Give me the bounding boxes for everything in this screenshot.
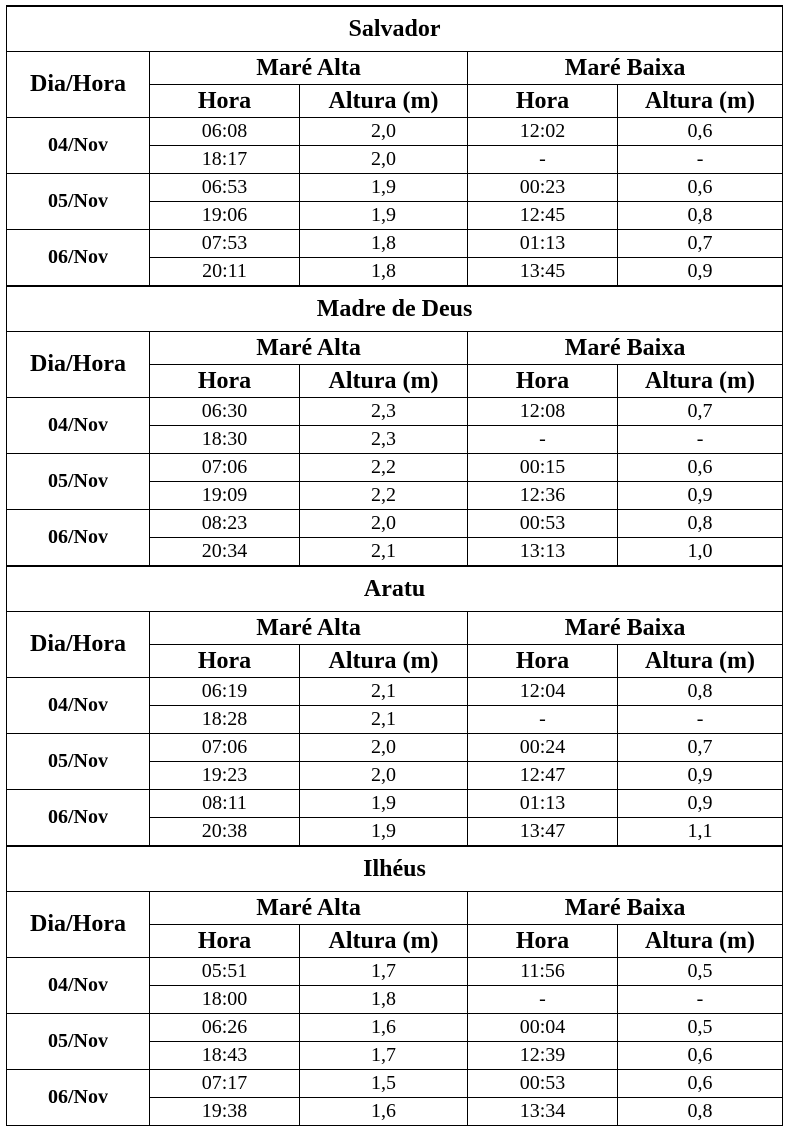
low-tide-hour-cell: 00:53 <box>468 510 618 538</box>
high-tide-height-cell: 2,0 <box>300 762 468 790</box>
high-tide-hour-cell: 20:11 <box>150 258 300 286</box>
low-tide-hour-cell: 13:13 <box>468 538 618 566</box>
high-tide-hour-cell: 19:23 <box>150 762 300 790</box>
date-cell: 06/Nov <box>7 230 150 286</box>
low-height-header: Altura (m) <box>618 85 783 118</box>
high-tide-hour-cell: 20:38 <box>150 818 300 846</box>
low-tide-hour-cell: 12:45 <box>468 202 618 230</box>
low-tide-height-cell: 0,8 <box>618 678 783 706</box>
high-tide-height-cell: 1,6 <box>300 1014 468 1042</box>
low-tide-header: Maré Baixa <box>468 52 783 85</box>
high-tide-height-cell: 1,9 <box>300 202 468 230</box>
date-cell: 06/Nov <box>7 510 150 566</box>
low-tide-hour-cell: 13:45 <box>468 258 618 286</box>
low-tide-height-cell: - <box>618 986 783 1014</box>
high-height-header: Altura (m) <box>300 925 468 958</box>
high-tide-height-cell: 1,8 <box>300 258 468 286</box>
high-hour-header: Hora <box>150 925 300 958</box>
low-tide-hour-cell: 01:13 <box>468 790 618 818</box>
low-tide-height-cell: 0,6 <box>618 1042 783 1070</box>
low-tide-hour-cell: 00:04 <box>468 1014 618 1042</box>
tide-tables <box>6 5 782 1126</box>
high-tide-height-cell: 1,7 <box>300 1042 468 1070</box>
high-tide-hour-cell: 06:08 <box>150 118 300 146</box>
high-tide-hour-cell: 07:06 <box>150 454 300 482</box>
table-row <box>7 790 783 818</box>
high-tide-hour-cell: 19:06 <box>150 202 300 230</box>
low-tide-height-cell: 0,9 <box>618 762 783 790</box>
low-tide-hour-cell: 11:56 <box>468 958 618 986</box>
date-cell: 06/Nov <box>7 790 150 846</box>
day-hour-header: Dia/Hora <box>7 52 150 118</box>
high-tide-height-cell: 1,9 <box>300 818 468 846</box>
group-header-row <box>7 892 783 925</box>
high-tide-height-cell: 1,6 <box>300 1098 468 1126</box>
low-tide-height-cell: 0,8 <box>618 202 783 230</box>
high-height-header: Altura (m) <box>300 645 468 678</box>
high-tide-height-cell: 1,9 <box>300 174 468 202</box>
date-cell: 04/Nov <box>7 678 150 734</box>
high-tide-hour-cell: 18:17 <box>150 146 300 174</box>
low-tide-hour-cell: 12:39 <box>468 1042 618 1070</box>
table-row <box>7 734 783 762</box>
location-title: Ilhéus <box>7 847 783 892</box>
high-tide-hour-cell: 07:53 <box>150 230 300 258</box>
high-tide-hour-cell: 06:53 <box>150 174 300 202</box>
low-hour-header: Hora <box>468 645 618 678</box>
group-header-row <box>7 52 783 85</box>
high-tide-hour-cell: 06:26 <box>150 1014 300 1042</box>
location-title: Salvador <box>7 6 783 52</box>
low-height-header: Altura (m) <box>618 925 783 958</box>
low-tide-header: Maré Baixa <box>468 332 783 365</box>
date-cell: 05/Nov <box>7 174 150 230</box>
table-row <box>7 454 783 482</box>
table-row <box>7 678 783 706</box>
low-tide-height-cell: - <box>618 146 783 174</box>
high-tide-height-cell: 2,3 <box>300 426 468 454</box>
low-tide-hour-cell: 00:53 <box>468 1070 618 1098</box>
low-tide-hour-cell: 00:23 <box>468 174 618 202</box>
high-tide-hour-cell: 08:11 <box>150 790 300 818</box>
low-tide-height-cell: 0,7 <box>618 398 783 426</box>
high-tide-hour-cell: 18:30 <box>150 426 300 454</box>
day-hour-header: Dia/Hora <box>7 332 150 398</box>
low-tide-height-cell: 0,6 <box>618 1070 783 1098</box>
high-hour-header: Hora <box>150 365 300 398</box>
high-tide-height-cell: 1,8 <box>300 986 468 1014</box>
low-tide-header: Maré Baixa <box>468 892 783 925</box>
high-tide-height-cell: 1,7 <box>300 958 468 986</box>
high-hour-header: Hora <box>150 85 300 118</box>
high-tide-height-cell: 2,2 <box>300 454 468 482</box>
high-tide-header: Maré Alta <box>150 52 468 85</box>
high-tide-height-cell: 2,1 <box>300 678 468 706</box>
low-tide-height-cell: 0,8 <box>618 510 783 538</box>
high-hour-header: Hora <box>150 645 300 678</box>
high-tide-hour-cell: 06:19 <box>150 678 300 706</box>
low-height-header: Altura (m) <box>618 645 783 678</box>
high-tide-hour-cell: 19:38 <box>150 1098 300 1126</box>
table-row <box>7 958 783 986</box>
high-tide-height-cell: 2,3 <box>300 398 468 426</box>
date-cell: 05/Nov <box>7 1014 150 1070</box>
date-cell: 04/Nov <box>7 398 150 454</box>
high-tide-hour-cell: 18:00 <box>150 986 300 1014</box>
low-tide-hour-cell: 12:02 <box>468 118 618 146</box>
low-tide-hour-cell: - <box>468 146 618 174</box>
location-row <box>7 567 783 612</box>
tide-table-aratu <box>6 566 783 846</box>
group-header-row <box>7 332 783 365</box>
group-header-row <box>7 612 783 645</box>
day-hour-header: Dia/Hora <box>7 612 150 678</box>
low-tide-height-cell: - <box>618 426 783 454</box>
date-cell: 05/Nov <box>7 734 150 790</box>
high-tide-header: Maré Alta <box>150 612 468 645</box>
high-tide-hour-cell: 05:51 <box>150 958 300 986</box>
low-tide-height-cell: 0,5 <box>618 958 783 986</box>
low-tide-hour-cell: 12:47 <box>468 762 618 790</box>
low-tide-hour-cell: 00:24 <box>468 734 618 762</box>
low-tide-height-cell: 0,5 <box>618 1014 783 1042</box>
low-hour-header: Hora <box>468 85 618 118</box>
table-row <box>7 1070 783 1098</box>
high-tide-header: Maré Alta <box>150 332 468 365</box>
date-cell: 05/Nov <box>7 454 150 510</box>
high-height-header: Altura (m) <box>300 85 468 118</box>
low-tide-height-cell: 0,9 <box>618 482 783 510</box>
low-tide-height-cell: 0,9 <box>618 790 783 818</box>
tide-table-salvador <box>6 5 783 286</box>
low-tide-height-cell: 0,7 <box>618 734 783 762</box>
table-row <box>7 510 783 538</box>
high-tide-height-cell: 1,5 <box>300 1070 468 1098</box>
tide-table-madre-de-deus <box>6 286 783 566</box>
location-row <box>7 847 783 892</box>
high-tide-hour-cell: 18:43 <box>150 1042 300 1070</box>
low-tide-height-cell: 0,8 <box>618 1098 783 1126</box>
high-tide-hour-cell: 18:28 <box>150 706 300 734</box>
low-tide-height-cell: 0,6 <box>618 454 783 482</box>
high-tide-hour-cell: 20:34 <box>150 538 300 566</box>
table-row <box>7 118 783 146</box>
high-tide-height-cell: 2,0 <box>300 118 468 146</box>
date-cell: 06/Nov <box>7 1070 150 1126</box>
high-tide-height-cell: 2,2 <box>300 482 468 510</box>
low-tide-hour-cell: 01:13 <box>468 230 618 258</box>
high-tide-hour-cell: 08:23 <box>150 510 300 538</box>
high-tide-height-cell: 1,8 <box>300 230 468 258</box>
low-tide-hour-cell: - <box>468 426 618 454</box>
date-cell: 04/Nov <box>7 118 150 174</box>
low-tide-height-cell: 1,1 <box>618 818 783 846</box>
table-row <box>7 174 783 202</box>
date-cell: 04/Nov <box>7 958 150 1014</box>
location-title: Aratu <box>7 567 783 612</box>
table-row <box>7 1014 783 1042</box>
high-tide-height-cell: 2,0 <box>300 510 468 538</box>
location-row <box>7 6 783 52</box>
low-tide-height-cell: 0,9 <box>618 258 783 286</box>
high-height-header: Altura (m) <box>300 365 468 398</box>
tide-table-ilheus <box>6 846 783 1126</box>
low-tide-hour-cell: 12:36 <box>468 482 618 510</box>
high-tide-hour-cell: 07:06 <box>150 734 300 762</box>
low-tide-height-cell: 0,6 <box>618 118 783 146</box>
low-hour-header: Hora <box>468 925 618 958</box>
table-row <box>7 230 783 258</box>
low-tide-hour-cell: 12:04 <box>468 678 618 706</box>
day-hour-header: Dia/Hora <box>7 892 150 958</box>
low-tide-height-cell: 0,6 <box>618 174 783 202</box>
high-tide-hour-cell: 06:30 <box>150 398 300 426</box>
high-tide-hour-cell: 19:09 <box>150 482 300 510</box>
low-tide-hour-cell: 13:34 <box>468 1098 618 1126</box>
high-tide-height-cell: 2,1 <box>300 538 468 566</box>
low-tide-hour-cell: 13:47 <box>468 818 618 846</box>
low-tide-height-cell: - <box>618 706 783 734</box>
location-title: Madre de Deus <box>7 287 783 332</box>
low-tide-hour-cell: 00:15 <box>468 454 618 482</box>
location-row <box>7 287 783 332</box>
high-tide-height-cell: 2,0 <box>300 734 468 762</box>
low-tide-hour-cell: - <box>468 986 618 1014</box>
high-tide-height-cell: 2,0 <box>300 146 468 174</box>
low-tide-header: Maré Baixa <box>468 612 783 645</box>
low-tide-hour-cell: 12:08 <box>468 398 618 426</box>
high-tide-hour-cell: 07:17 <box>150 1070 300 1098</box>
low-tide-height-cell: 0,7 <box>618 230 783 258</box>
low-height-header: Altura (m) <box>618 365 783 398</box>
high-tide-height-cell: 2,1 <box>300 706 468 734</box>
low-tide-hour-cell: - <box>468 706 618 734</box>
low-hour-header: Hora <box>468 365 618 398</box>
low-tide-height-cell: 1,0 <box>618 538 783 566</box>
high-tide-height-cell: 1,9 <box>300 790 468 818</box>
high-tide-header: Maré Alta <box>150 892 468 925</box>
table-row <box>7 398 783 426</box>
